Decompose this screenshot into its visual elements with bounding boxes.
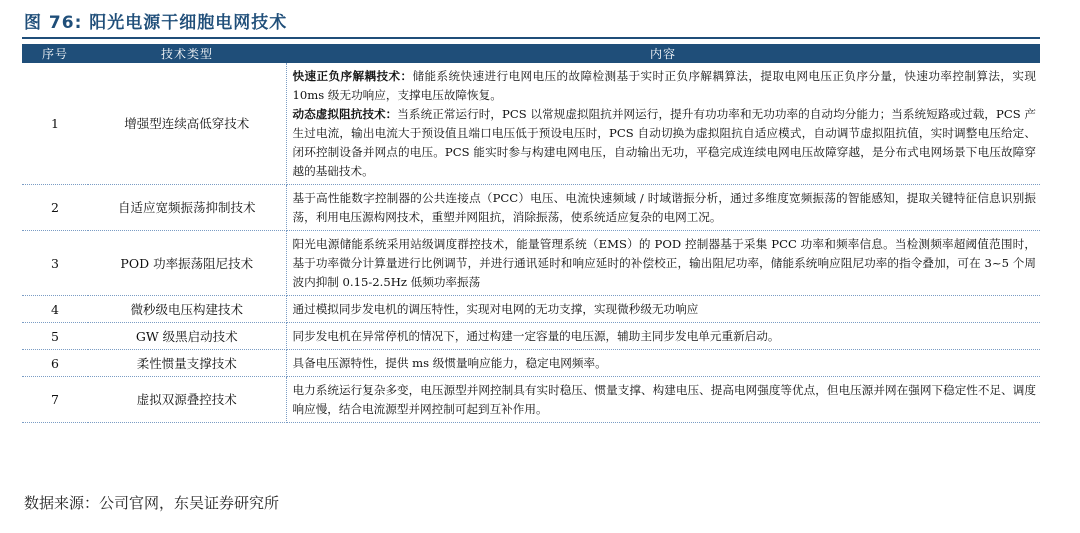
figure-title: 图 76: 阳光电源干细胞电网技术 (24, 13, 288, 33)
table-row (22, 377, 1040, 423)
row-content: 通过模拟同步发电机的调压特性，实现对电网的无功支撑，实现微秒级无功响应 (286, 296, 1040, 323)
row-content: 基于高性能数字控制器的公共连接点（PCC）电压、电流快速频域 / 时域谐振分析，通过多维度宽频振荡的智能感知，提取关键特征信息识别振荡，利用电压源构网技术，重塑并网阻抗，消除振荡，使系统适应复杂的电网工况。 (286, 185, 1040, 231)
table-row (22, 323, 1040, 350)
table-row (22, 296, 1040, 323)
term-description: 当系统正常运行时，PCS 以常规虚拟阻抗并网运行，提升有功功率和无功功率的自动均分能力；当系统短路或过载，PCS 产生过电流，输出电流大于预设值且端口电压低于预设电压时，PCS 自动切换为虚拟阻抗自适应模式，自动调节虚拟阻抗值，实时调整电压给定、闭环控制设备并网点的电压。PCS 能实时参与构建电网电压，自动输出无功，平稳完成连续电网电压故障穿越，是分布式电网场景下电压故障穿越的基础技术。 (292, 107, 1036, 178)
term-description: 储能系统快速进行电网电压的故障检测基于实时正负序解耦算法，提取电网电压正负序分量，快速功率控制算法，实现 10ms 级无功响应，支撑电压故障恢复。 (292, 69, 1036, 102)
table-row (22, 350, 1040, 377)
header-num: 序号 (22, 44, 88, 63)
table-row (22, 231, 1040, 296)
row-type: 虚拟双源叠控技术 (88, 377, 286, 423)
row-num: 2 (22, 185, 88, 231)
row-type: 增强型连续高低穿技术 (88, 63, 286, 185)
table-row (22, 63, 1040, 185)
term-label: 动态虚拟阻抗技术： (292, 107, 398, 121)
row-content: 同步发电机在异常停机的情况下，通过构建一定容量的电压源，辅助主同步发电单元重新启动。 (286, 323, 1040, 350)
row-num: 5 (22, 323, 88, 350)
table-row (22, 185, 1040, 231)
technology-table (22, 44, 1040, 423)
row-num: 6 (22, 350, 88, 377)
row-type: 柔性惯量支撑技术 (88, 350, 286, 377)
header-content: 内容 (286, 44, 1040, 63)
row-num: 1 (22, 63, 88, 185)
row-content: 具备电压源特性，提供 ms 级惯量响应能力，稳定电网频率。 (286, 350, 1040, 377)
row-type: GW 级黑启动技术 (88, 323, 286, 350)
row-num: 3 (22, 231, 88, 296)
row-type: POD 功率振荡阻尼技术 (88, 231, 286, 296)
row-type: 自适应宽频振荡抑制技术 (88, 185, 286, 231)
row-content: 阳光电源储能系统采用站级调度群控技术，能量管理系统（EMS）的 POD 控制器基于采集 PCC 功率和频率信息。当检测频率超阈值范围时，基于功率微分计算量进行比例调节，并进行通讯延时和响应延时的补偿校正，输出阻尼功率，储能系统响应阻尼功率的指令叠加，可在 3~5 个周波内抑制 0.15-2.5Hz 低频功率振荡 (286, 231, 1040, 296)
header-type: 技术类型 (88, 44, 286, 63)
row-num: 4 (22, 296, 88, 323)
title-divider (22, 37, 1040, 39)
row-type: 微秒级电压构建技术 (88, 296, 286, 323)
term-label: 快速正负序解耦技术： (292, 69, 413, 83)
row-num: 7 (22, 377, 88, 423)
table-header-row (22, 44, 1040, 63)
row-content (286, 63, 1040, 185)
source-note: 数据来源：公司官网，东吴证券研究所 (24, 494, 280, 512)
row-content: 电力系统运行复杂多变，电压源型并网控制具有实时稳压、惯量支撑、构建电压、提高电网强度等优点，但电压源并网在强网下稳定性不足、调度响应慢，结合电流源型并网控制可起到互补作用。 (286, 377, 1040, 423)
